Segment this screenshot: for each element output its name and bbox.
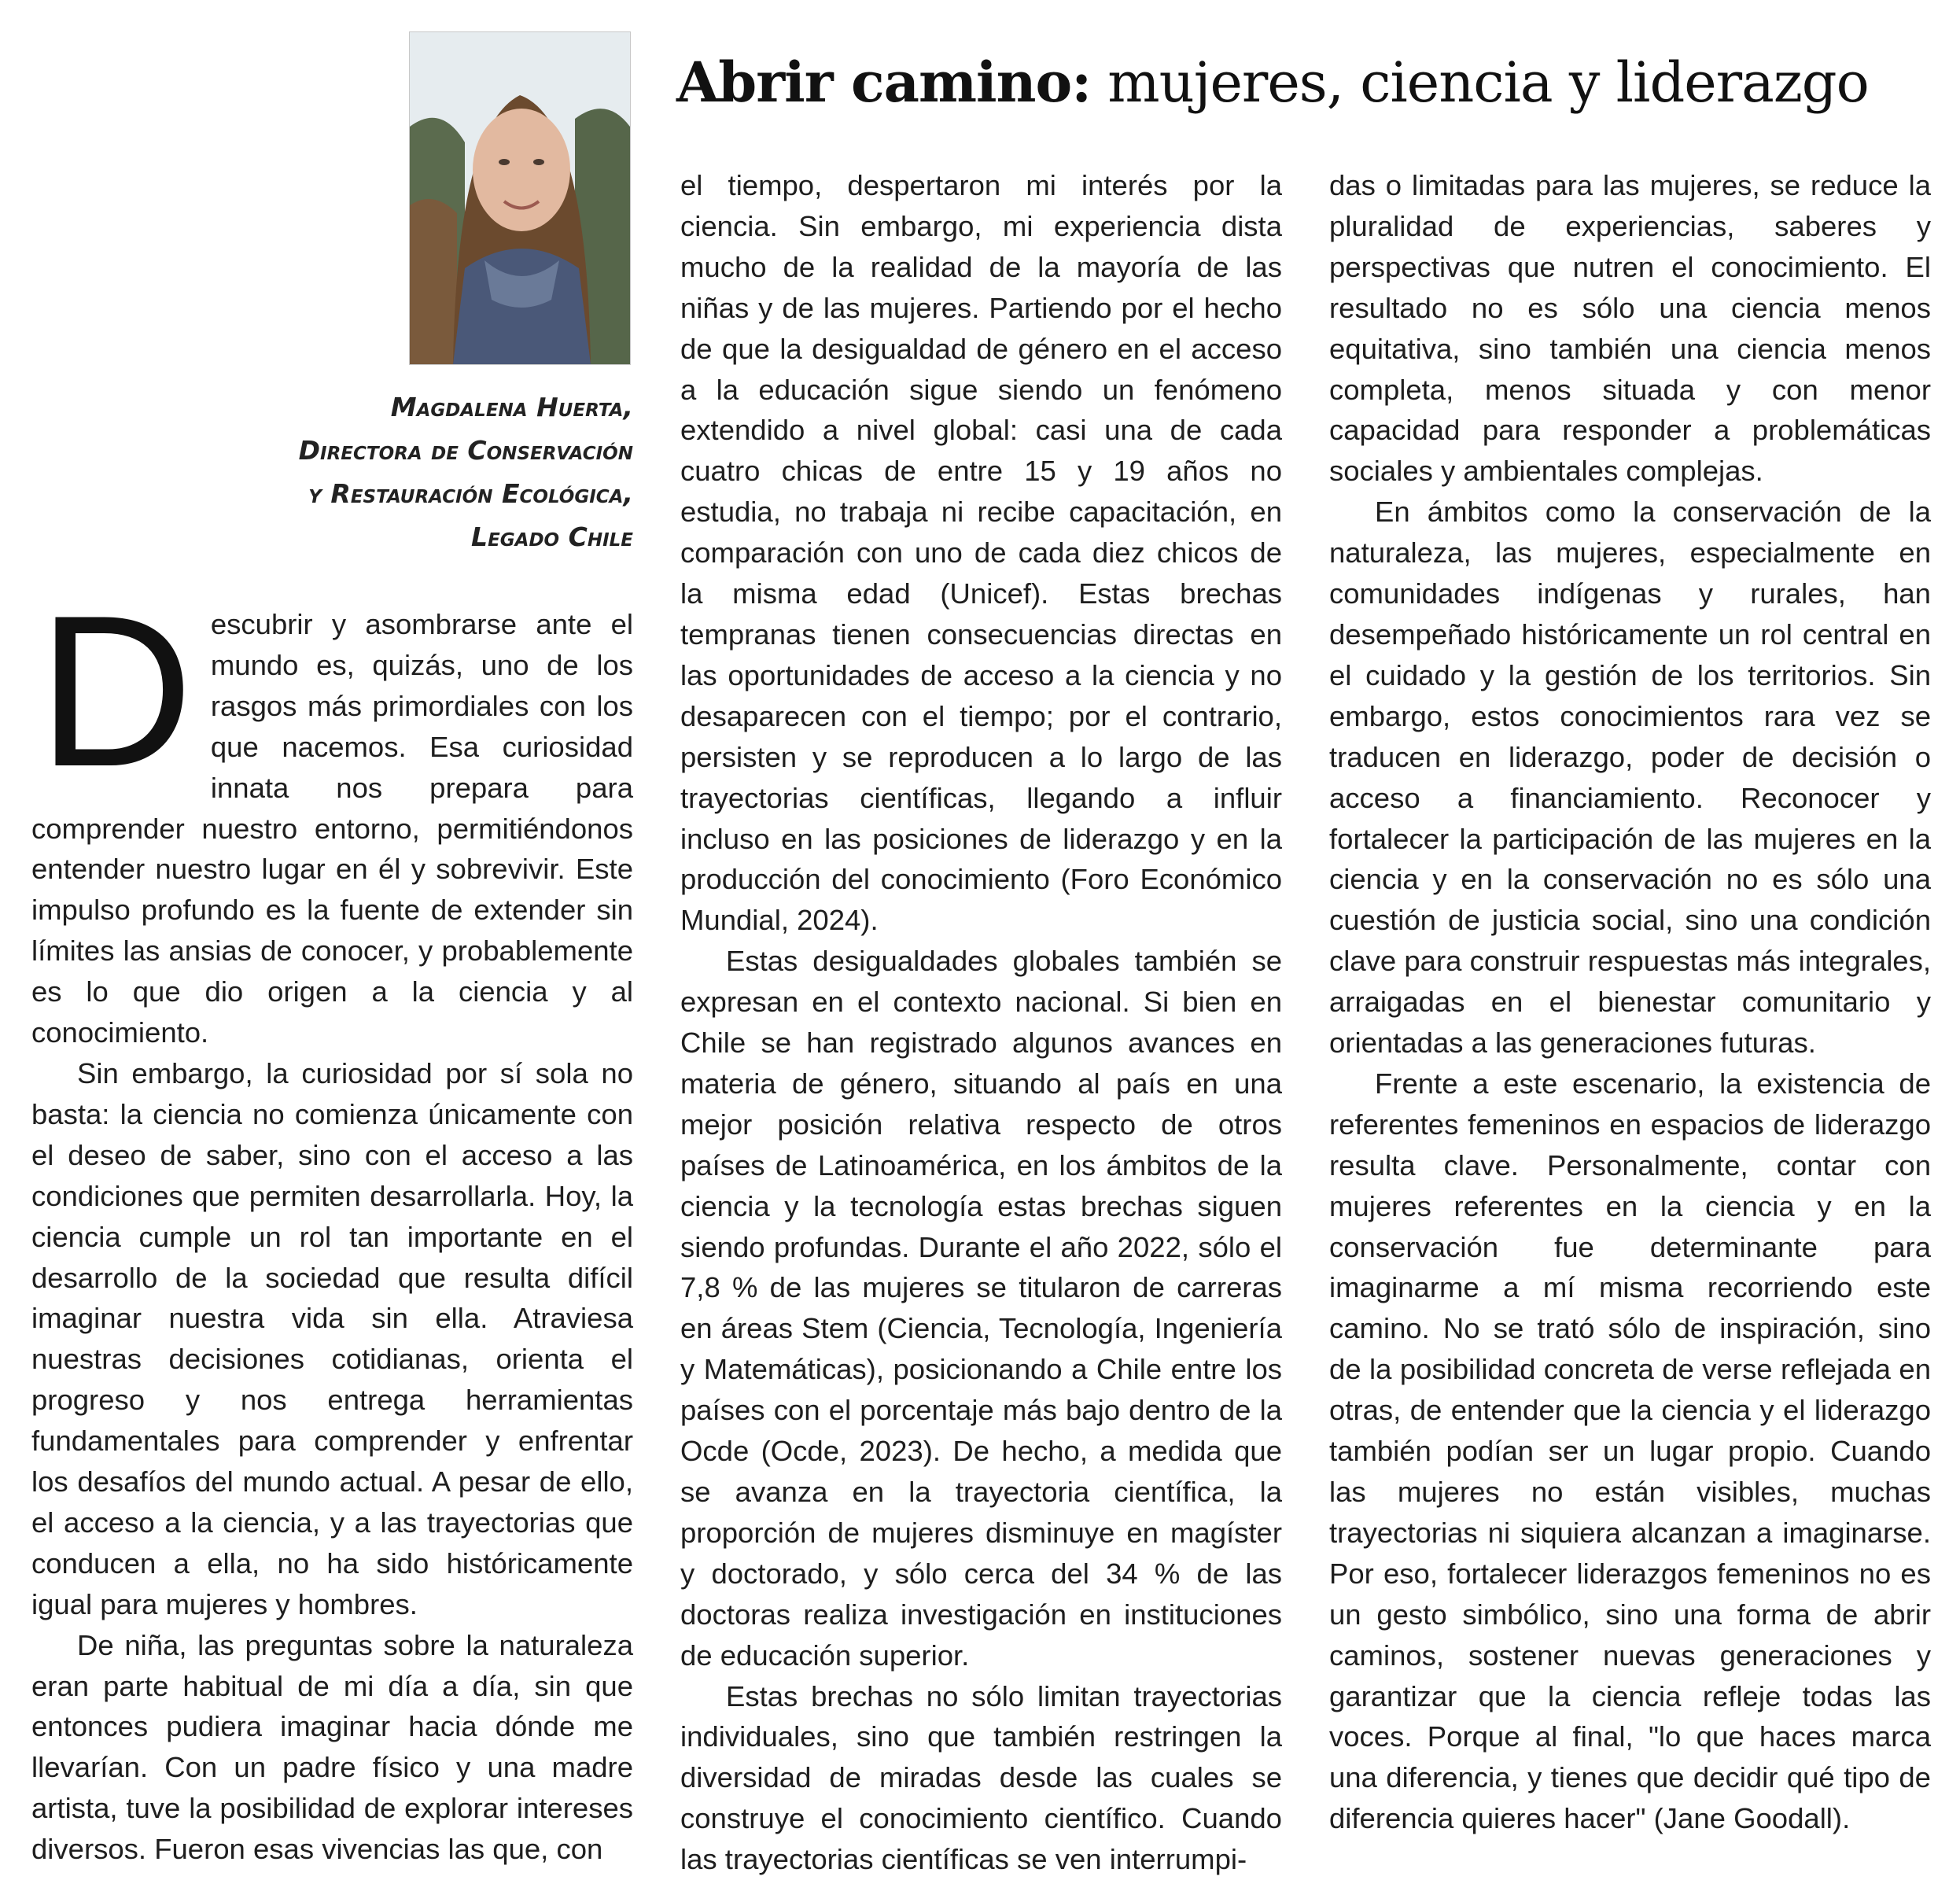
paragraph-5: Estas brechas no sólo limitan trayectorias individuales, sino que también restringen la diversidad de miradas desde las cuales se construye el conocimiento científico. Cuando las trayectorias científicas se ven interrumpi- — [680, 1679, 1282, 1876]
author-photo — [409, 31, 631, 365]
author-role-line1: Directora de Conservación — [298, 435, 633, 466]
paragraph-5-continued: das o limitadas para las mujeres, se reduce la pluralidad de experiencias, saberes y perspectivas que nutren el conocimiento. El resultado no es sólo una ciencia menos equitativa, sino también una ciencia menos completa, menos situada y con menor capacidad para responder a problemáticas sociales y ambientales complejas. — [1329, 169, 1931, 488]
article-column-2 — [680, 165, 1282, 1880]
article-column-3 — [1329, 165, 1931, 1839]
drop-cap: D — [38, 571, 193, 812]
author-byline — [204, 385, 633, 558]
paragraph-7: Frente a este escenario, la existencia de referentes femeninos en espacios de liderazgo resulta clave. Personalmente, contar con mujeres referentes en la ciencia y en la conservación fue determinante para imaginarme a mí misma recorriendo este camino. No se trató sólo de inspiración, sino de la posibilidad concreta de verse reflejada en otras, de entender que la ciencia y el liderazgo también podían ser un lugar propio. Cuando las mujeres no están visibles, muchas trayectorias ni siquiera alcanzan a imaginarse. Por eso, fortalecer liderazgos femeninos no es un gesto simbólico, sino una forma de abrir caminos, sostener nuevas generaciones y garantizar que la ciencia refleje todas las voces. Porque al final, "lo que haces marca una diferencia, y tienes que decidir qué tipo de diferencia quieres hacer" (Jane Goodall). — [1329, 1067, 1931, 1835]
author-organization: Legado Chile — [471, 522, 633, 552]
paragraph-2: Sin embargo, la curiosidad por sí sola no basta: la ciencia no comienza únicamente con el deseo de saber, sino con el acceso a las condiciones que permiten desarrollarla. Hoy, la ciencia cumple un rol tan importante en el desarrollo de la sociedad que resulta difícil imaginar nuestra vida sin ella. Atraviesa nuestras decisiones cotidianas, orienta el progreso y nos entrega herramientas fundamentales para comprender y enfrentar los desafíos del mundo actual. A pesar de ello, el acceso a la ciencia, y a las trayectorias que conducen a ella, no ha sido históricamente igual para mujeres y hombres. — [31, 1056, 633, 1620]
headline-bold-part: Abrir camino: — [676, 50, 1092, 115]
author-name: Magdalena Huerta, — [390, 392, 633, 422]
article-headline — [676, 49, 1935, 116]
paragraph-4: Estas desigualdades globales también se expresan en el contexto nacional. Si bien en Chile se han registrado algunos avances en materia de género, situando al país en una mejor posición relativa respecto de otros países de Latinoamérica, en los ámbitos de la ciencia y la tecnología estas brechas siguen siendo profundas. Durante el año 2022, sólo el 7,8 % de las mujeres se titularon de carreras en áreas Stem (Ciencia, Tecnología, Ingeniería y Matemáticas), posicionando a Chile entre los países con el porcentaje más bajo dentro de la Ocde (Ocde, 2023). De hecho, a medida que se avanza en la trayectoria científica, la proporción de mujeres disminuye en magíster y doctorado, y sólo cerca del 34 % de las doctoras realiza investigación en instituciones de educación superior. — [680, 945, 1282, 1672]
paragraph-3: De niña, las preguntas sobre la naturaleza eran parte habitual de mi día a día, sin que entonces pudiera imaginar hacia dónde me llevarían. Con un padre físico y una madre artista, tuve la posibilidad de explorar intereses diversos. Fueron esas vivencias las que, con — [31, 1628, 633, 1866]
paragraph-6: En ámbitos como la conservación de la naturaleza, las mujeres, especialmente en comunidades indígenas y rurales, han desempeñado históricamente un rol central en el cuidado y la gestión de los territorios. Sin embargo, estos conocimientos rara vez se traducen en liderazgo, poder de decisión o acceso a financiamiento. Reconocer y fortalecer la participación de las mujeres en la ciencia y en la conservación no es sólo una cuestión de justicia social, sino una condición clave para construir respuestas más integrales, arraigadas en el bienestar comunitario y orientadas a las generaciones futuras. — [1329, 496, 1931, 1060]
article-column-1 — [31, 571, 633, 1870]
paragraph-1: escubrir y asombrarse ante el mundo es, quizás, uno de los rasgos más primordiales con los que nacemos. Esa curiosidad innata nos prepara para comprender nuestro entorno, permitiéndonos entender nuestro lugar en él y sobrevivir. Este impulso profundo es la fuente de extender sin límites las ansias de conocer, y probablemente es lo que dio origen a la ciencia y al conocimiento. — [31, 608, 633, 1049]
paragraph-3-continued: el tiempo, despertaron mi interés por la ciencia. Sin embargo, mi experiencia dista mucho de la realidad de la mayoría de las niñas y de las mujeres. Partiendo por el hecho de que la desigualdad de género en el acceso a la educación sigue siendo un fenómeno extendido a nivel global: casi una de cada cuatro chicas de entre 15 y 19 años no estudia, no trabaja ni recibe capacitación, en comparación con uno de cada diez chicos de la misma edad (Unicef). Estas brechas tempranas tienen consecuencias directas en las oportunidades de acceso a la ciencia y no desaparecen con el tiempo; por el contrario, persisten y se reproducen a lo largo de las trayectorias científicas, llegando a influir incluso en las posiciones de liderazgo y en la producción del conocimiento (Foro Económico Mundial, 2024). — [680, 169, 1282, 937]
author-role-line2: y Restauración Ecológica, — [308, 478, 633, 509]
headline-rest: mujeres, ciencia y liderazgo — [1091, 50, 1869, 115]
